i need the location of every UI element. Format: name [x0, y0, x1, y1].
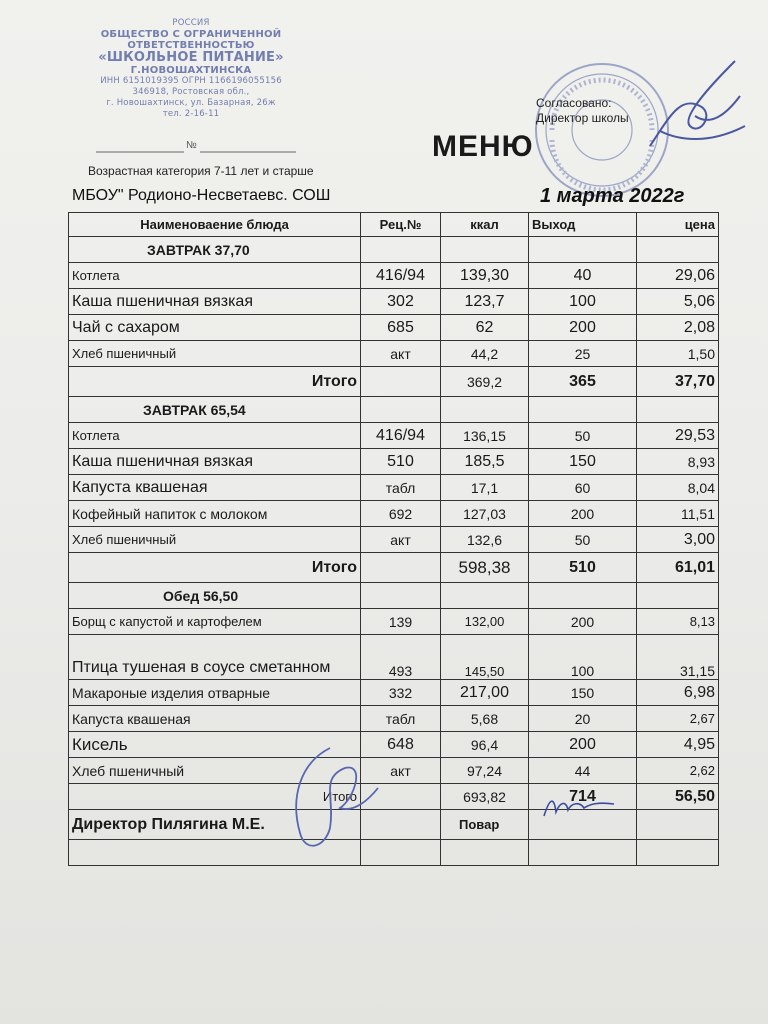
dish-kcal: 132,6: [441, 527, 529, 553]
dish-name: Хлеб пшеничный: [69, 341, 361, 367]
table-row: [69, 732, 719, 758]
dish-rec: 510: [361, 449, 441, 475]
signature-row: [69, 810, 719, 840]
organization-stamp: [86, 18, 296, 120]
menu-date: 1 марта 2022г: [540, 185, 685, 207]
dish-output: 200: [529, 732, 637, 758]
signature-icon: [270, 738, 380, 858]
dish-kcal: 217,00: [441, 680, 529, 706]
empty-row: [69, 840, 719, 866]
dish-name: Макароные изделия отварные: [69, 680, 361, 706]
col-header-output: Выход: [529, 213, 637, 237]
dish-output: 25: [529, 341, 637, 367]
dish-kcal: 97,24: [441, 758, 529, 784]
stamp-number-line: [96, 142, 296, 154]
dish-output: 150: [529, 680, 637, 706]
total-output: 714: [529, 784, 637, 810]
school-name: МБОУ" Родионо-Несветаевс. СОШ: [72, 187, 331, 204]
dish-output: 100: [529, 635, 637, 680]
dish-price: 11,51: [637, 501, 719, 527]
dish-kcal: 62: [441, 315, 529, 341]
dish-kcal: 17,1: [441, 475, 529, 501]
dish-price: 5,06: [637, 289, 719, 315]
table-row: [69, 758, 719, 784]
dish-name: Хлеб пшеничный: [69, 758, 361, 784]
section-row: [69, 583, 719, 609]
dish-name: Чай с сахаром: [69, 315, 361, 341]
approved-label: Согласовано:: [536, 96, 612, 110]
dish-price: 8,04: [637, 475, 719, 501]
dish-name: Котлета: [69, 263, 361, 289]
dish-kcal: 5,68: [441, 706, 529, 732]
page-title: МЕНЮ: [432, 130, 534, 163]
dish-name: Капуста квашеная: [69, 706, 361, 732]
stamp-line: г. Новошахтинск, ул. Базарная, 26ж: [106, 98, 276, 108]
dish-output: 20: [529, 706, 637, 732]
dish-name: Птица тушеная в соусе сметанном: [69, 635, 361, 680]
dish-price: 6,98: [637, 680, 719, 706]
dish-output: 60: [529, 475, 637, 501]
dish-output: 200: [529, 609, 637, 635]
dish-output: 200: [529, 501, 637, 527]
menu-table: [68, 212, 719, 866]
dish-price: 4,95: [637, 732, 719, 758]
total-label: Итого: [69, 553, 361, 583]
total-row: [69, 784, 719, 810]
table-row: [69, 341, 719, 367]
section-row: [69, 397, 719, 423]
dish-kcal: 123,7: [441, 289, 529, 315]
dish-rec: 416/94: [361, 423, 441, 449]
dish-name: Котлета: [69, 423, 361, 449]
total-output: 510: [529, 553, 637, 583]
dish-kcal: 96,4: [441, 732, 529, 758]
dish-name: Каша пшеничная вязкая: [69, 289, 361, 315]
dish-kcal: 136,15: [441, 423, 529, 449]
dish-output: 100: [529, 289, 637, 315]
total-kcal: 598,38: [441, 553, 529, 583]
dish-output: 44: [529, 758, 637, 784]
dish-name: Борщ с капустой и картофелем: [69, 609, 361, 635]
dish-rec: 302: [361, 289, 441, 315]
dish-rec: акт: [361, 341, 441, 367]
cook-signature-icon: [540, 792, 620, 822]
section-title: ЗАВТРАК 37,70: [69, 237, 361, 263]
dish-price: 8,13: [637, 609, 719, 635]
director-signature-icon: [640, 56, 750, 166]
dish-kcal: 145,50: [441, 635, 529, 680]
dish-name: Хлеб пшеничный: [69, 527, 361, 553]
dish-rec: табл: [361, 706, 441, 732]
dish-output: 50: [529, 527, 637, 553]
table-row: [69, 263, 719, 289]
total-price: 56,50: [637, 784, 719, 810]
dish-price: 2,08: [637, 315, 719, 341]
dish-name: Капуста квашеная: [69, 475, 361, 501]
total-row: [69, 553, 719, 583]
table-row: [69, 315, 719, 341]
dish-output: 50: [529, 423, 637, 449]
stamp-line: тел. 2-16-11: [162, 109, 220, 119]
table-row: [69, 449, 719, 475]
dish-name: Кисель: [69, 732, 361, 758]
total-kcal: 693,82: [441, 784, 529, 810]
total-label: Итого: [69, 784, 361, 810]
dish-rec: акт: [361, 758, 441, 784]
col-header-price: цена: [637, 213, 719, 237]
approval-block: [536, 96, 629, 126]
approved-position: Директор школы: [536, 111, 629, 125]
total-output: 365: [529, 367, 637, 397]
dish-rec: акт: [361, 527, 441, 553]
dish-rec: табл: [361, 475, 441, 501]
director-name: Директор Пилягина М.Е.: [69, 810, 361, 840]
total-row: [69, 367, 719, 397]
dish-kcal: 139,30: [441, 263, 529, 289]
dish-kcal: 44,2: [441, 341, 529, 367]
dish-price: 2,62: [637, 758, 719, 784]
section-title: ЗАВТРАК 65,54: [69, 397, 361, 423]
dish-price: 8,93: [637, 449, 719, 475]
dish-kcal: 132,00: [441, 609, 529, 635]
col-header-rec: Рец.№: [361, 213, 441, 237]
stamp-line: ОБЩЕСТВО С ОГРАНИЧЕННОЙ: [100, 29, 282, 40]
dish-rec: 332: [361, 680, 441, 706]
total-price: 61,01: [637, 553, 719, 583]
stamp-line: РОССИЯ: [172, 18, 210, 28]
dish-output: 200: [529, 315, 637, 341]
dish-price: 1,50: [637, 341, 719, 367]
table-row: [69, 680, 719, 706]
number-sign: №: [186, 140, 197, 151]
stamp-line: «ШКОЛЬНОЕ ПИТАНИЕ»: [98, 50, 284, 65]
section-title: Обед 56,50: [69, 583, 361, 609]
dish-kcal: 127,03: [441, 501, 529, 527]
table-row: [69, 475, 719, 501]
col-header-name: Наименоваение блюда: [69, 213, 361, 237]
dish-price: 29,53: [637, 423, 719, 449]
stamp-line: 346918, Ростовская обл.,: [132, 87, 250, 97]
dish-rec: 692: [361, 501, 441, 527]
total-kcal: 369,2: [441, 367, 529, 397]
dish-rec: 493: [361, 635, 441, 680]
dish-price: 2,67: [637, 706, 719, 732]
dish-output: 40: [529, 263, 637, 289]
table-row: [69, 423, 719, 449]
dish-rec: 416/94: [361, 263, 441, 289]
dish-price: 3,00: [637, 527, 719, 553]
cook-label: Повар: [441, 810, 529, 840]
table-row: [69, 527, 719, 553]
stamp-line: ОТВЕТСТВЕННОСТЬЮ: [127, 40, 255, 51]
table-row: [69, 289, 719, 315]
dish-kcal: 185,5: [441, 449, 529, 475]
table-header-row: [69, 213, 719, 237]
dish-name: Кофейный напиток с молоком: [69, 501, 361, 527]
section-row: [69, 237, 719, 263]
dish-name: Каша пшеничная вязкая: [69, 449, 361, 475]
dish-rec: 685: [361, 315, 441, 341]
dish-price: 31,15: [637, 635, 719, 680]
total-price: 37,70: [637, 367, 719, 397]
stamp-line: Г.НОВОШАХТИНСКА: [130, 65, 252, 76]
total-label: Итого: [69, 367, 361, 397]
table-row: [69, 635, 719, 680]
age-category: Возрастная категория 7-11 лет и старше: [88, 164, 314, 178]
dish-price: 29,06: [637, 263, 719, 289]
dish-output: 150: [529, 449, 637, 475]
dish-rec: 648: [361, 732, 441, 758]
col-header-kcal: ккал: [441, 213, 529, 237]
table-row: [69, 609, 719, 635]
stamp-line: ИНН 6151019395 ОГРН 1166196055156: [100, 76, 282, 86]
table-row: [69, 706, 719, 732]
table-row: [69, 501, 719, 527]
dish-rec: 139: [361, 609, 441, 635]
